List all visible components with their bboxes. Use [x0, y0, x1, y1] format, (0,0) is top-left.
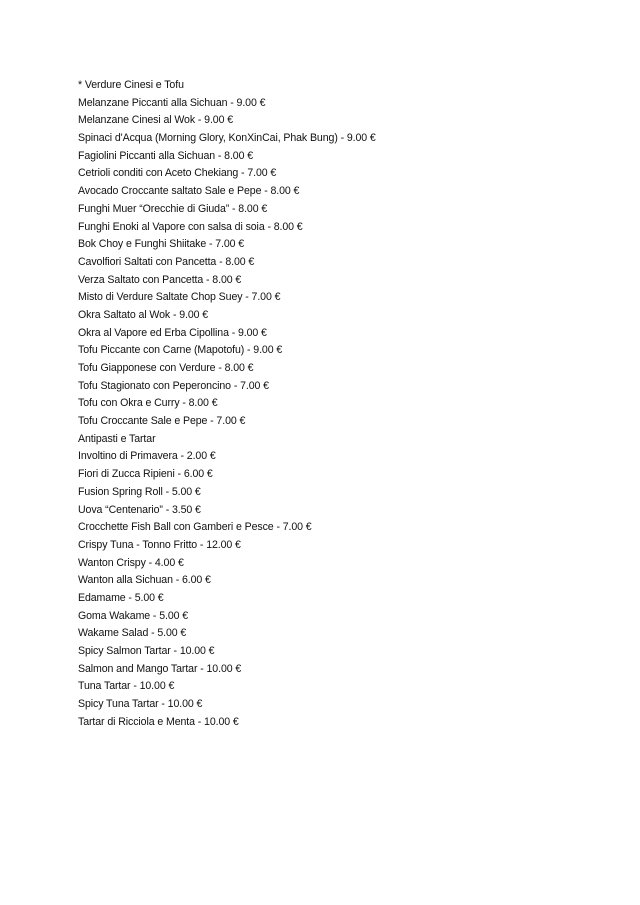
section-heading: * Verdure Cinesi e Tofu: [78, 79, 184, 91]
menu-item: Verza Saltato con Pancetta - 8.00 €: [78, 273, 242, 286]
menu-item: Edamame - 5.00 €: [78, 591, 164, 604]
menu-item: Avocado Croccante saltato Sale e Pepe - 8.00 €: [78, 185, 300, 198]
menu-item: Tofu Croccante Sale e Pepe - 7.00 €: [78, 415, 246, 428]
menu-item: Cavolfiori Saltati con Pancetta - 8.00 €: [78, 255, 255, 268]
menu-item: Spicy Salmon Tartar - 10.00 €: [78, 645, 215, 657]
menu-item: Tofu Giapponese con Verdure - 8.00 €: [78, 362, 254, 374]
menu-item: Melanzane Piccanti alla Sichuan - 9.00 €: [78, 96, 266, 109]
menu-item: Bok Choy e Funghi Shiitake - 7.00 €: [78, 238, 245, 251]
menu-item: Involtino di Primavera - 2.00 €: [78, 450, 216, 463]
menu-item: Tofu con Okra e Curry - 8.00 €: [78, 397, 218, 410]
menu-item: Wanton Crispy - 4.00 €: [78, 556, 184, 569]
menu-item: Tofu Piccante con Carne (Mapotofu) - 9.00 €: [78, 344, 283, 357]
menu-item: Misto di Verdure Saltate Chop Suey - 7.00 €: [78, 291, 281, 304]
menu-item: Funghi Enoki al Vapore con salsa di soia - 8.00 €: [78, 220, 303, 233]
menu-item: Okra Saltato al Wok - 9.00 €: [78, 308, 209, 321]
menu-item: Tuna Tartar - 10.00 €: [78, 680, 175, 693]
menu-item: Tartar di Ricciola e Menta - 10.00 €: [78, 715, 239, 728]
menu-item: Uova “Centenario” - 3.50 €: [78, 503, 201, 516]
menu-item: Melanzane Cinesi al Wok - 9.00 €: [78, 114, 234, 127]
menu-document: [78, 77, 376, 731]
menu-item: Fiori di Zucca Ripieni - 6.00 €: [78, 468, 213, 481]
menu-item: Wanton alla Sichuan - 6.00 €: [78, 574, 211, 587]
menu-item: Salmon and Mango Tartar - 10.00 €: [78, 662, 242, 675]
menu-item: Okra al Vapore ed Erba Cipollina - 9.00 €: [78, 326, 267, 339]
menu-item: Fagiolini Piccanti alla Sichuan - 8.00 €: [78, 149, 254, 162]
menu-item: Wakame Salad - 5.00 €: [78, 627, 187, 640]
menu-item: Goma Wakame - 5.00 €: [78, 609, 189, 622]
menu-item: Crispy Tuna - Tonno Fritto - 12.00 €: [78, 538, 241, 551]
menu-item: Funghi Muer “Orecchie di Giuda” - 8.00 €: [78, 202, 268, 215]
menu-item: Spicy Tuna Tartar - 10.00 €: [78, 698, 203, 711]
menu-item: Tofu Stagionato con Peperoncino - 7.00 €: [78, 379, 269, 392]
menu-item: Fusion Spring Roll - 5.00 €: [78, 485, 201, 498]
menu-item: Spinaci d'Acqua (Morning Glory, KonXinCai, Phak Bung) - 9.00 €: [78, 132, 376, 145]
menu-item: Crocchette Fish Ball con Gamberi e Pesce - 7.00 €: [78, 521, 312, 534]
section-heading: Antipasti e Tartar: [78, 432, 156, 445]
menu-item: Cetrioli conditi con Aceto Chekiang - 7.00 €: [78, 167, 277, 180]
